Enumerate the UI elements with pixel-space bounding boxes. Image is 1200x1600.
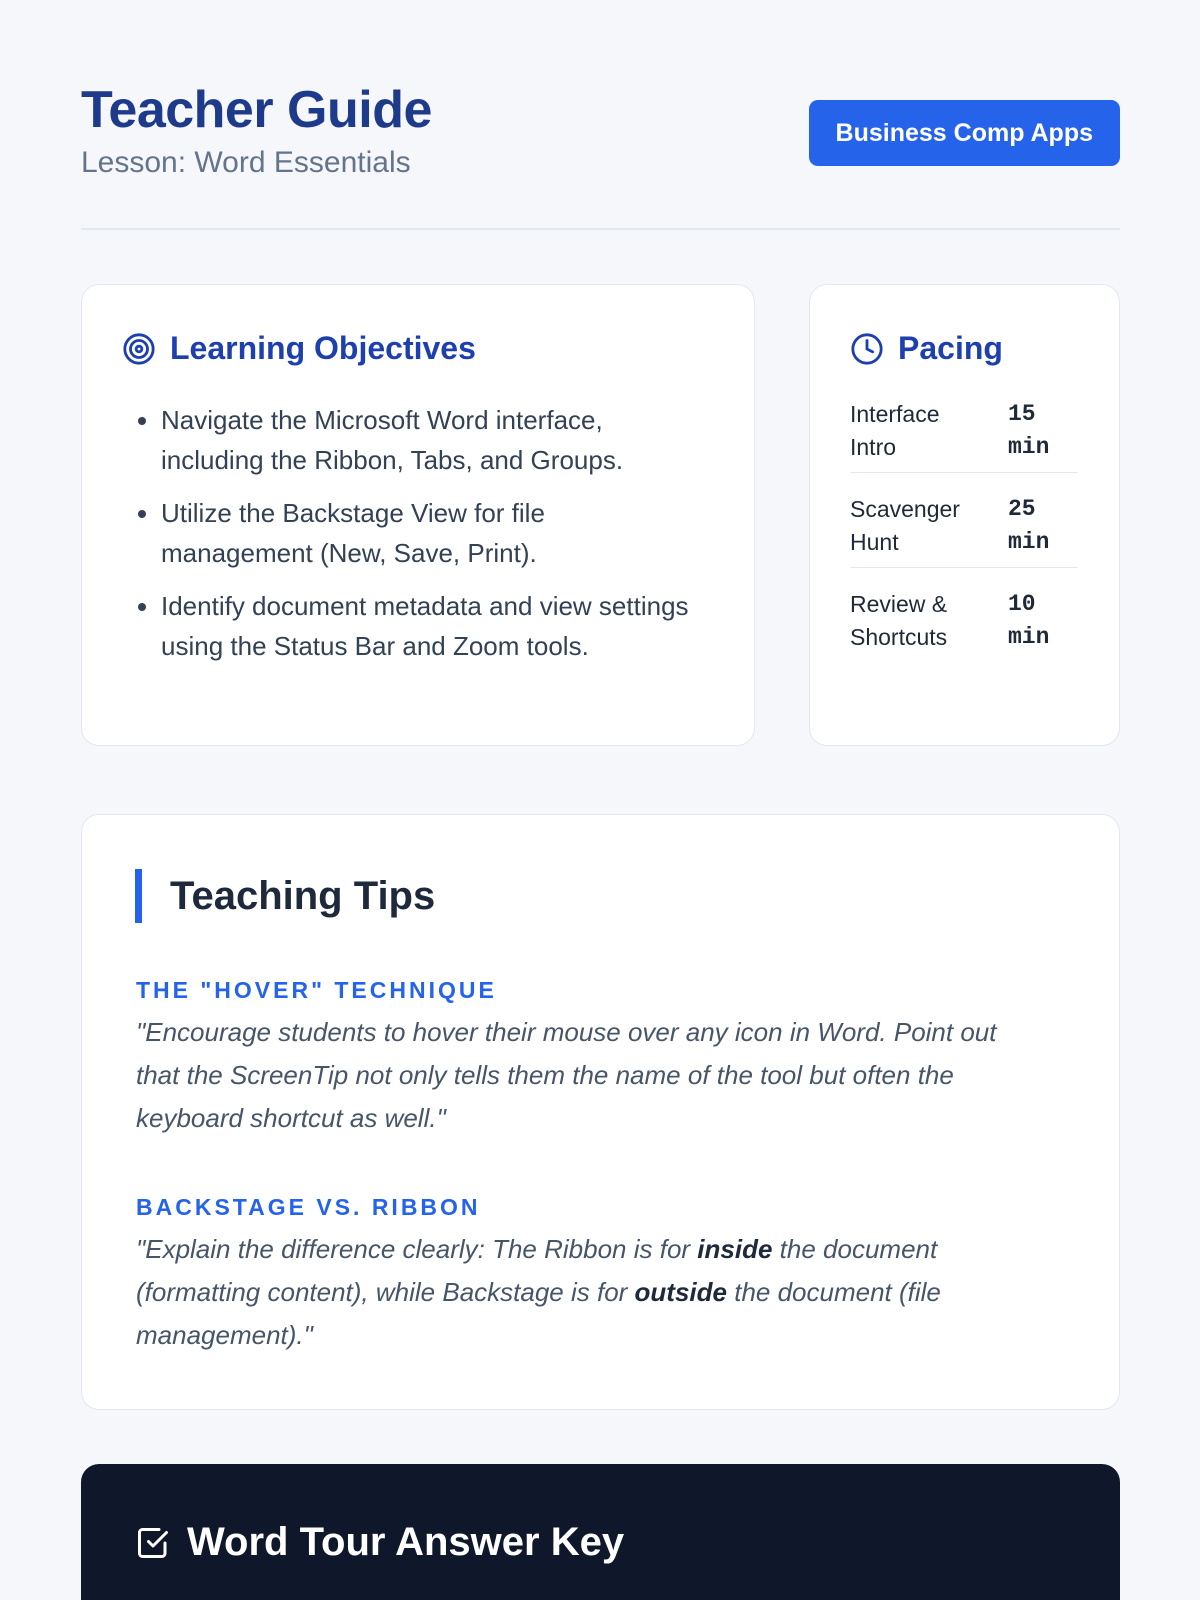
tip-emphasis-inside: inside <box>697 1234 773 1264</box>
tip-emphasis-outside: outside <box>634 1277 727 1307</box>
page-title: Teacher Guide <box>81 81 432 139</box>
teaching-tips-heading: Teaching Tips <box>135 869 435 923</box>
pacing-row <box>850 398 1078 473</box>
pacing-list <box>850 398 1078 682</box>
teaching-tips-card <box>81 814 1120 1410</box>
answer-key-title: Word Tour Answer Key <box>187 1520 625 1564</box>
target-icon <box>122 332 156 366</box>
pacing-activity: Scavenger Hunt <box>850 496 960 555</box>
tip-title-backstage: BACKSTAGE VS. RIBBON <box>136 1194 481 1220</box>
tip-text-part: the document (file management)." <box>136 1277 941 1350</box>
checkbox-icon <box>135 1525 171 1561</box>
lesson-subtitle: Lesson: Word Essentials <box>81 146 411 179</box>
pacing-duration: 15 min <box>1008 401 1050 460</box>
objectives-list <box>161 400 701 679</box>
pacing-row <box>850 588 1078 662</box>
tip-title-hover: THE "HOVER" TECHNIQUE <box>136 977 497 1003</box>
tip-text-part: "Explain the difference clearly: The Ribbon is for <box>136 1234 698 1264</box>
answer-key-card <box>81 1464 1120 1600</box>
tip-text-part: the document (formatting content), while Backstage is for <box>136 1234 938 1307</box>
objectives-heading-text: Learning Objectives <box>170 330 476 366</box>
objective-item: • Identify document metadata and view settings using the Status Bar and Zoom tools. <box>161 586 701 666</box>
answer-key-heading <box>135 1520 624 1565</box>
objectives-heading-row <box>122 330 476 367</box>
tip-text-backstage <box>136 1228 1036 1357</box>
pacing-duration: 25 min <box>1008 496 1050 555</box>
objective-item: • Navigate the Microsoft Word interface, including the Ribbon, Tabs, and Groups. <box>161 400 701 480</box>
pacing-activity: Interface Intro <box>850 401 940 460</box>
tip-text-hover: "Encourage students to hover their mouse over any icon in Word. Point out that the ScreenTip not only tells them the name of the tool but often the keyboard shortcut as well." <box>136 1017 997 1133</box>
clock-icon <box>850 332 884 366</box>
pacing-duration: 10 min <box>1008 591 1050 650</box>
pacing-activity: Review & Shortcuts <box>850 591 948 650</box>
objective-item: • Utilize the Backstage View for file management (New, Save, Print). <box>161 493 701 573</box>
course-button[interactable]: Business Comp Apps <box>809 100 1120 166</box>
page-header <box>81 0 1120 230</box>
pacing-heading-row <box>850 330 1003 367</box>
pacing-row <box>850 493 1078 568</box>
pacing-heading-text: Pacing <box>898 330 1003 366</box>
